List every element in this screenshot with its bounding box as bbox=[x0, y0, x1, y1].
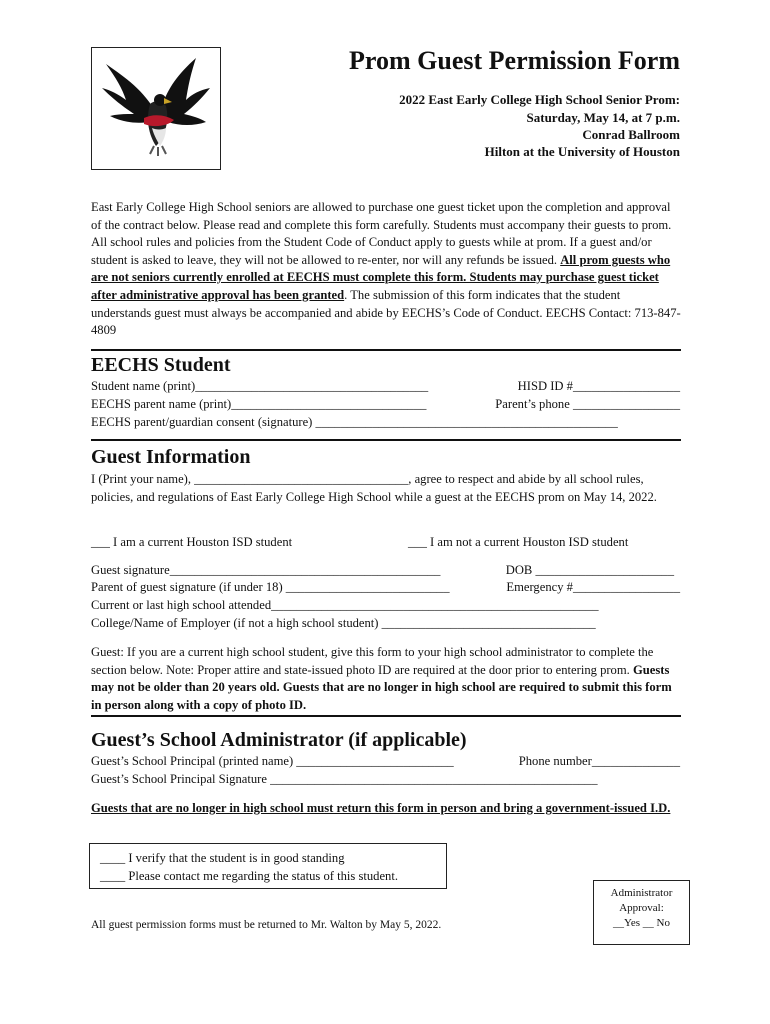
intro-text-2: . The submission of this form indicates that the student understands guest must always be accompanied and abide by EECHS’s Code of Conduct. EECHS Contact: 713-847-4809 bbox=[91, 287, 681, 338]
section-divider bbox=[91, 715, 681, 717]
event-line-2: Saturday, May 14, at 7 p.m. bbox=[526, 110, 680, 125]
guest-note-text: Guest: If you are a current high school student, give this form to your high school administrator to complete the section below. Note: Proper attire and state-issued photo ID are required at the door prior to entering prom. bbox=[91, 645, 654, 677]
principal-name-field[interactable]: Guest’s School Principal (printed name) _________________________ bbox=[91, 754, 454, 768]
principal-signature-field[interactable]: Guest’s School Principal Signature ____________________________________________________ bbox=[91, 772, 598, 786]
intro-paragraph bbox=[91, 199, 683, 340]
event-line-4: Hilton at the University of Houston bbox=[484, 144, 680, 159]
return-notice: Guests that are no longer in high school must return this form in person and bring a government-issued I.D. bbox=[91, 801, 671, 815]
hisd-current-checkbox[interactable]: ___ I am a current Houston ISD student bbox=[91, 535, 293, 549]
hawk-logo-icon bbox=[92, 48, 220, 169]
event-line-3: Conrad Ballroom bbox=[582, 127, 680, 142]
intro-requirement: All prom guests who are not seniors currently enrolled at EECHS must complete this form. Students may purchase guest ticket after administrative approval has been granted bbox=[91, 252, 671, 302]
student-section-heading: EECHS Student bbox=[91, 354, 231, 376]
principal-phone-field[interactable]: Phone number______________ bbox=[518, 754, 680, 768]
approval-label-1: Administrator bbox=[610, 887, 673, 899]
form-title: Prom Guest Permission Form bbox=[349, 46, 680, 75]
guest-signature-field[interactable]: Guest signature___________________________________________ bbox=[91, 563, 441, 577]
verify-contact-me[interactable]: ____ Please contact me regarding the status of this student. bbox=[100, 869, 398, 883]
verify-good-standing[interactable]: ____ I verify that the student is in good standing bbox=[100, 851, 345, 865]
event-line-1: 2022 East Early College High School Senior Prom: bbox=[399, 92, 680, 107]
approval-label-2: Approval: bbox=[619, 902, 664, 914]
parent-signature-field[interactable]: Parent of guest signature (if under 18) __________________________ bbox=[91, 580, 450, 594]
parent-name-field[interactable]: EECHS parent name (print)_______________________________ bbox=[91, 397, 427, 411]
intro-text-1: East Early College High School seniors are allowed to purchase one guest ticket upon the completion and approval of the contract below. Please read and complete this form carefully. Students must accompany their guests to prom. All school rules and policies from the Student Code of Conduct apply to guests while at prom. If a guest and/or student is asked to leave, they will not be allowed to re-enter, nor will any refunds be issued. bbox=[91, 200, 672, 267]
return-deadline-note: All guest permission forms must be returned to Mr. Walton by May 5, 2022. bbox=[91, 919, 442, 931]
guest-section-heading: Guest Information bbox=[91, 446, 251, 468]
dob-field[interactable]: DOB ______________________ bbox=[505, 563, 674, 577]
guest-note-bold: Guests may not be older than 20 years old. Guests that are no longer in high school are required to submit this form in person along with a copy of photo ID. bbox=[91, 662, 672, 712]
section-divider bbox=[91, 349, 681, 351]
school-logo bbox=[91, 47, 221, 170]
admin-section-heading: Guest’s School Administrator (if applicable) bbox=[91, 729, 467, 751]
guest-note bbox=[91, 644, 683, 714]
emergency-field[interactable]: Emergency #_________________ bbox=[506, 580, 680, 594]
section-divider bbox=[91, 439, 681, 441]
parent-consent-field[interactable]: EECHS parent/guardian consent (signature) ________________________________________________ bbox=[91, 415, 618, 429]
employer-field[interactable]: College/Name of Employer (if not a high school student) __________________________________ bbox=[91, 616, 596, 630]
hisd-not-checkbox[interactable]: ___ I am not a current Houston ISD student bbox=[408, 535, 629, 549]
guest-agreement: I (Print your name), __________________________________, agree to respect and abide by all school rules, policies, and regulations of East Early College High School while a guest at the EECHS prom on May 14, 2022. bbox=[91, 472, 657, 504]
parent-phone-field[interactable]: Parent’s phone _________________ bbox=[495, 397, 680, 411]
student-name-field[interactable]: Student name (print)_____________________________________ bbox=[91, 379, 429, 393]
admin-approval-box bbox=[593, 880, 690, 945]
approval-options[interactable]: __Yes __ No bbox=[613, 917, 670, 929]
hisd-id-field[interactable]: HISD ID #_________________ bbox=[517, 379, 680, 393]
high-school-field[interactable]: Current or last high school attended____________________________________________________ bbox=[91, 598, 599, 612]
